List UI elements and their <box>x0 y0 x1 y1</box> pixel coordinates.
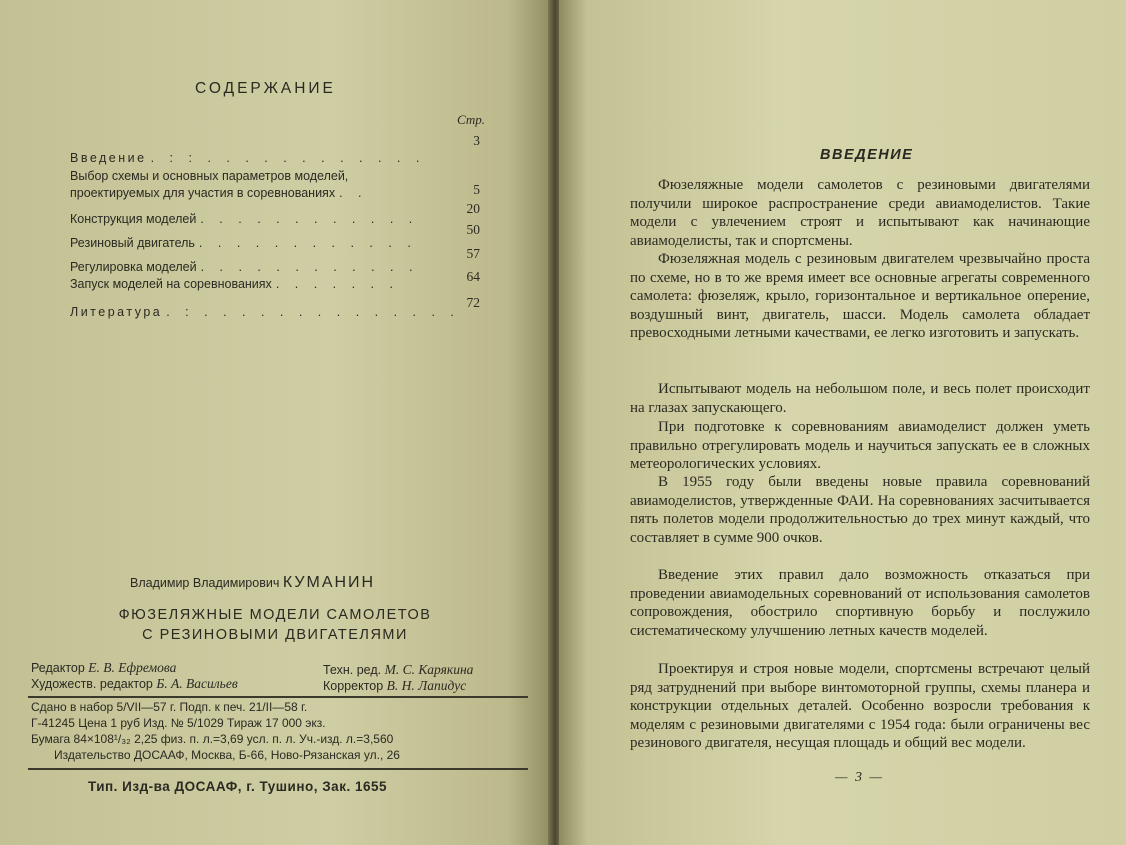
chapter-heading: ВВЕДЕНИЕ <box>820 147 914 163</box>
toc-entry-page: 50 <box>466 222 480 237</box>
imprint-line: Сдано в набор 5/VII—57 г. Подп. к печ. 21/II—58 г. <box>31 700 308 714</box>
toc-entry-title: Конструкция моделей <box>70 212 197 226</box>
author-first-name: Владимир Владимирович <box>130 576 280 590</box>
author-name <box>130 574 375 592</box>
paragraph: Испытывают модель на небольшом поле, и весь полет происходит на глазах запускающего. <box>630 381 1090 416</box>
toc-entry-title: Выбор схемы и основных параметров моделей, <box>70 169 349 183</box>
paragraph: В 1955 году были введены новые правила соревнований авиамоделистов, утвержденные ФАИ. На соревнованиях засчитывается пять полетов модели продолжительностью до трех минут каждый, что составляет в сумме 900 очков. <box>630 474 1090 546</box>
page-number: — 3 — <box>835 770 884 785</box>
toc-entry-title: Регулировка моделей <box>70 260 197 274</box>
imprint-line: Бумага 84×108¹/₃₂ 2,25 физ. п. л.=3,69 усл. п. л. Уч.-изд. л.=3,560 <box>31 732 394 746</box>
toc-entry-page: 57 <box>466 246 480 261</box>
toc-entry-title: Литература <box>70 305 163 319</box>
toc-entry-title: Введение <box>70 151 147 165</box>
paragraph: При подготовке к соревнованиям авиамоделист должен уметь правильно отрегулировать модель и научиться запускать ее в сложных метеорологических условиях. <box>630 419 1090 472</box>
toc-entry-page: 3 <box>473 133 480 148</box>
page-column-label: Стр. <box>457 112 485 127</box>
toc-entry: Резиновый двигатель . . . . . . . . . . . . 50 <box>70 222 480 250</box>
paragraph: Введение этих правил дало возможность отказаться при проведении авиамодельных соревнований от использования самолетов сопровождения, обострило спортивную борьбу и послужило систематическому улучшению летных качеств моделей. <box>630 567 1090 639</box>
toc-entry-page: 72 <box>466 295 480 310</box>
toc-entry: Литература . : . . . . . . . . . . . . . . 72 <box>70 295 480 319</box>
art-editor-credit: Художеств. редактор Б. А. Васильев <box>31 676 238 691</box>
editor-credit: Редактор Е. В. Ефремова <box>31 660 177 675</box>
toc-entry-title: проектируемых для участия в соревнованиях <box>70 186 336 200</box>
printing-house-line: Тип. Изд-ва ДОСААФ, г. Тушино, Зак. 1655 <box>88 779 387 794</box>
toc-entry: Регулировка моделей . . . . . . . . . . . . 57 <box>70 246 480 274</box>
toc-title: СОДЕРЖАНИЕ <box>195 80 336 97</box>
toc-entry-page: 20 <box>466 201 480 216</box>
paragraph: Проектируя и строя новые модели, спортсмены встречают целый ряд затруднений при выборе винтомоторной группы, схемы планера и конструкции отдельных деталей. Особенно возросли требования к моделям с резиновыми двигателями с 1954 года: были ограничены вес резинового двигателя, несущая площадь и общий вес модели. <box>630 661 1090 751</box>
book-title-line-1: ФЮЗЕЛЯЖНЫЕ МОДЕЛИ САМОЛЕТОВ <box>118 607 432 623</box>
left-page <box>0 0 552 845</box>
paragraph: Фюзеляжные модели самолетов с резиновыми двигателями получили широкое распространение среди авиамоделистов. Такие модели с увлечением строят и испытывают как начинающие авиамоделисты, так и спортсмены. <box>630 177 1090 249</box>
book-title-line-2: С РЕЗИНОВЫМИ ДВИГАТЕЛЯМИ <box>142 627 408 643</box>
imprint-line: Издательство ДОСААФ, Москва, Б-66, Ново-Рязанская ул., 26 <box>54 748 400 762</box>
paragraph: Фюзеляжная модель с резиновым двигателем чрезвычайно проста по схеме, но в то же время имеет все основные агрегаты современного самолета: фюзеляж, крыло, горизонтальное и вертикальное оперение, воздушный винт, двигатель, шасси. Модель самолета обладает превосходными летными качествами, ее легко изготовить и запускать. <box>630 251 1090 341</box>
toc-entry-page: 64 <box>466 269 480 284</box>
toc-entry: Конструкция моделей . . . . . . . . . . . . 20 <box>70 201 480 226</box>
author-surname: КУМАНИН <box>282 574 376 591</box>
toc-entry-page: 5 <box>473 182 480 197</box>
toc-entry-title: Запуск моделей на соревнованиях <box>70 277 272 291</box>
divider <box>28 768 528 770</box>
toc-entry: Запуск моделей на соревнованиях . . . . . . . 64 <box>70 269 480 291</box>
toc-entry-title: Резиновый двигатель <box>70 236 195 250</box>
tech-editor-credit: Техн. ред. М. С. Карякина <box>323 662 474 677</box>
toc-entry: проектируемых для участия в соревнованиях . . 5 <box>70 182 480 200</box>
imprint-line: Г-41245 Цена 1 руб Изд. № 5/1029 Тираж 17 000 экз. <box>31 716 326 730</box>
proofreader-credit: Корректор В. Н. Лапидус <box>323 678 467 693</box>
toc-entry: Введение . : : . . . . . . . . . . . . 3 <box>70 133 480 165</box>
divider <box>28 696 528 698</box>
